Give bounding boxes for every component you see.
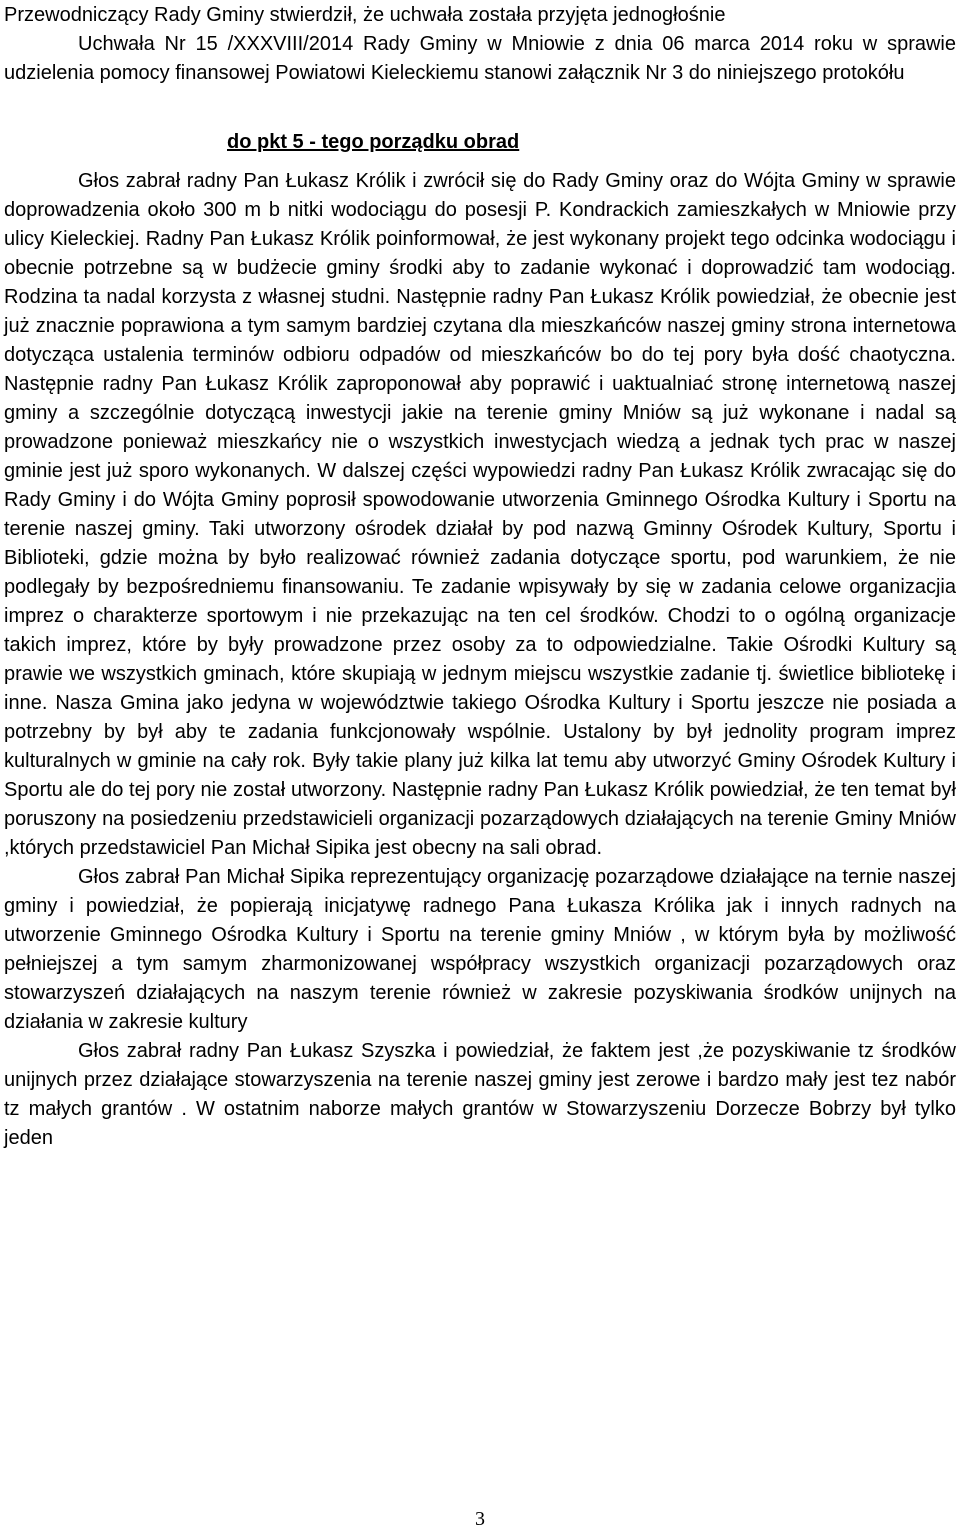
paragraph-krolik: Głos zabrał radny Pan Łukasz Królik i zwrócił się do Rady Gminy oraz do Wójta Gminy w sprawie doprowadzenia około 300 m b nitki wodociągu do posesji P. Kondrackich zamieszkałych w Mniowie przy ulicy Kieleckiej. Radny Pan Łukasz Królik poinformował, że jest wykonany projekt tego odcinka wodociągu i obecnie potrzebne są w budżecie gminy środki aby to zadanie wykonać i doprowadzić tam wodociąg. Rodzina ta nadal korzysta z własnej studni. Następnie radny Pan Łukasz Królik powiedział, że obecnie jest już znacznie poprawiona a tym samym bardziej czytana dla mieszkańców naszej gminy strona internetowa dotycząca ustalenia terminów odbioru odpadów od mieszkańców bo do tej pory była dość chaotyczna. Następnie radny Pan Łukasz Królik zaproponował aby poprawić i uaktualniać stronę internetową naszej gminy a szczególnie dotyczącą inwestycji jakie na terenie gminy Mniów są już wykonane i nadal są prowadzone ponieważ mieszkańcy nie o wszystkich inwestycjach wiedzą a jednak tych prac w naszej gminie jest już sporo wykonanych. W dalszej części wypowiedzi radny Pan Łukasz Królik zwracając się do Rady Gminy i do Wójta Gminy poprosił spowodowanie utworzenia Gminnego Ośrodka Kultury i Sportu na terenie naszej gminy. Taki utworzony ośrodek działał by pod nazwą Gminny Ośrodek Kultury, Sportu i Biblioteki, gdzie można by było realizować również zadania dotyczące sportu, pod warunkiem, że nie podlegały by bezpośredniemu finansowaniu. Te zadanie wpisywały by się w zadania celowe organizacjia imprez o charakterze sportowym i nie przekazując na ten cel środków. Chodzi to o ogólną organizacje takich imprez, które by były prowadzone przez osoby za to odpowiedzialne. Takie Ośrodki Kultury są prawie we wszystkich gminach, które skupiają w jednym miejscu wszystkie zadanie tj. świetlice bibliotekę i inne. Nasza Gmina jako jedyna w województwie takiego Ośrodka Kultury i Sportu jeszcze nie posiada a potrzebny by był aby te zadania funkcjonowały wspólnie. Ustalony by był jednolity program imprez kulturalnych w gminie na cały rok. Były takie plany już kilka lat temu aby utworzyć Gminy Ośrodek Kultury i Sportu ale do tej pory nie został utworzony. Następnie radny Pan Łukasz Królik powiedział, że ten temat był poruszony na posiedzeniu przedstawicieli organizacji pozarządowych działających na terenie Gminy Mniów ,których przedstawiciel Pan Michał Sipika jest obecny na sali obrad. — [4, 170, 956, 859]
page-number: 3 — [475, 1508, 485, 1530]
paragraph-szyszka: Głos zabrał radny Pan Łukasz Szyszka i powiedział, że faktem jest ,że pozyskiwanie tz środków unijnych przez działające stowarzyszenia na terenie naszej gminy jest zerowe i bardzo mały jest tez nabór tz małych grantów . W ostatnim naborze małych grantów w Stowarzyszeniu Dorzecze Bobrzy był tylko jeden — [4, 1040, 956, 1149]
intro-line: Przewodniczący Rady Gminy stwierdził, że uchwała została przyjęta jednogłośnie — [4, 4, 726, 26]
paragraph-sipika: Głos zabrał Pan Michał Sipika reprezentujący organizację pozarządowe działające na ternie naszej gminy i powiedział, że popierają inicjatywę radnego Pana Łukasza Królika jak i innych radnych na utworzenie Gminnego Ośrodka Kultury i Sportu na terenie gminy Mniów , w którym była by możliwość pełniejszej a tym samym zharmonizowanej współpracy wszystkich organizacji pozarządowych oraz stowarzyszeń działających na naszym terenie również w zakresie pozyskiwania środków unijnych na działania w zakresie kultury — [4, 866, 956, 1033]
resolution-paragraph: Uchwała Nr 15 /XXXVIII/2014 Rady Gminy w Mniowie z dnia 06 marca 2014 roku w sprawie udzielenia pomocy finansowej Powiatowi Kieleckiemu stanowi załącznik Nr 3 do niniejszego protokółu — [4, 33, 956, 84]
section-heading: do pkt 5 - tego porządku obrad — [227, 131, 520, 153]
